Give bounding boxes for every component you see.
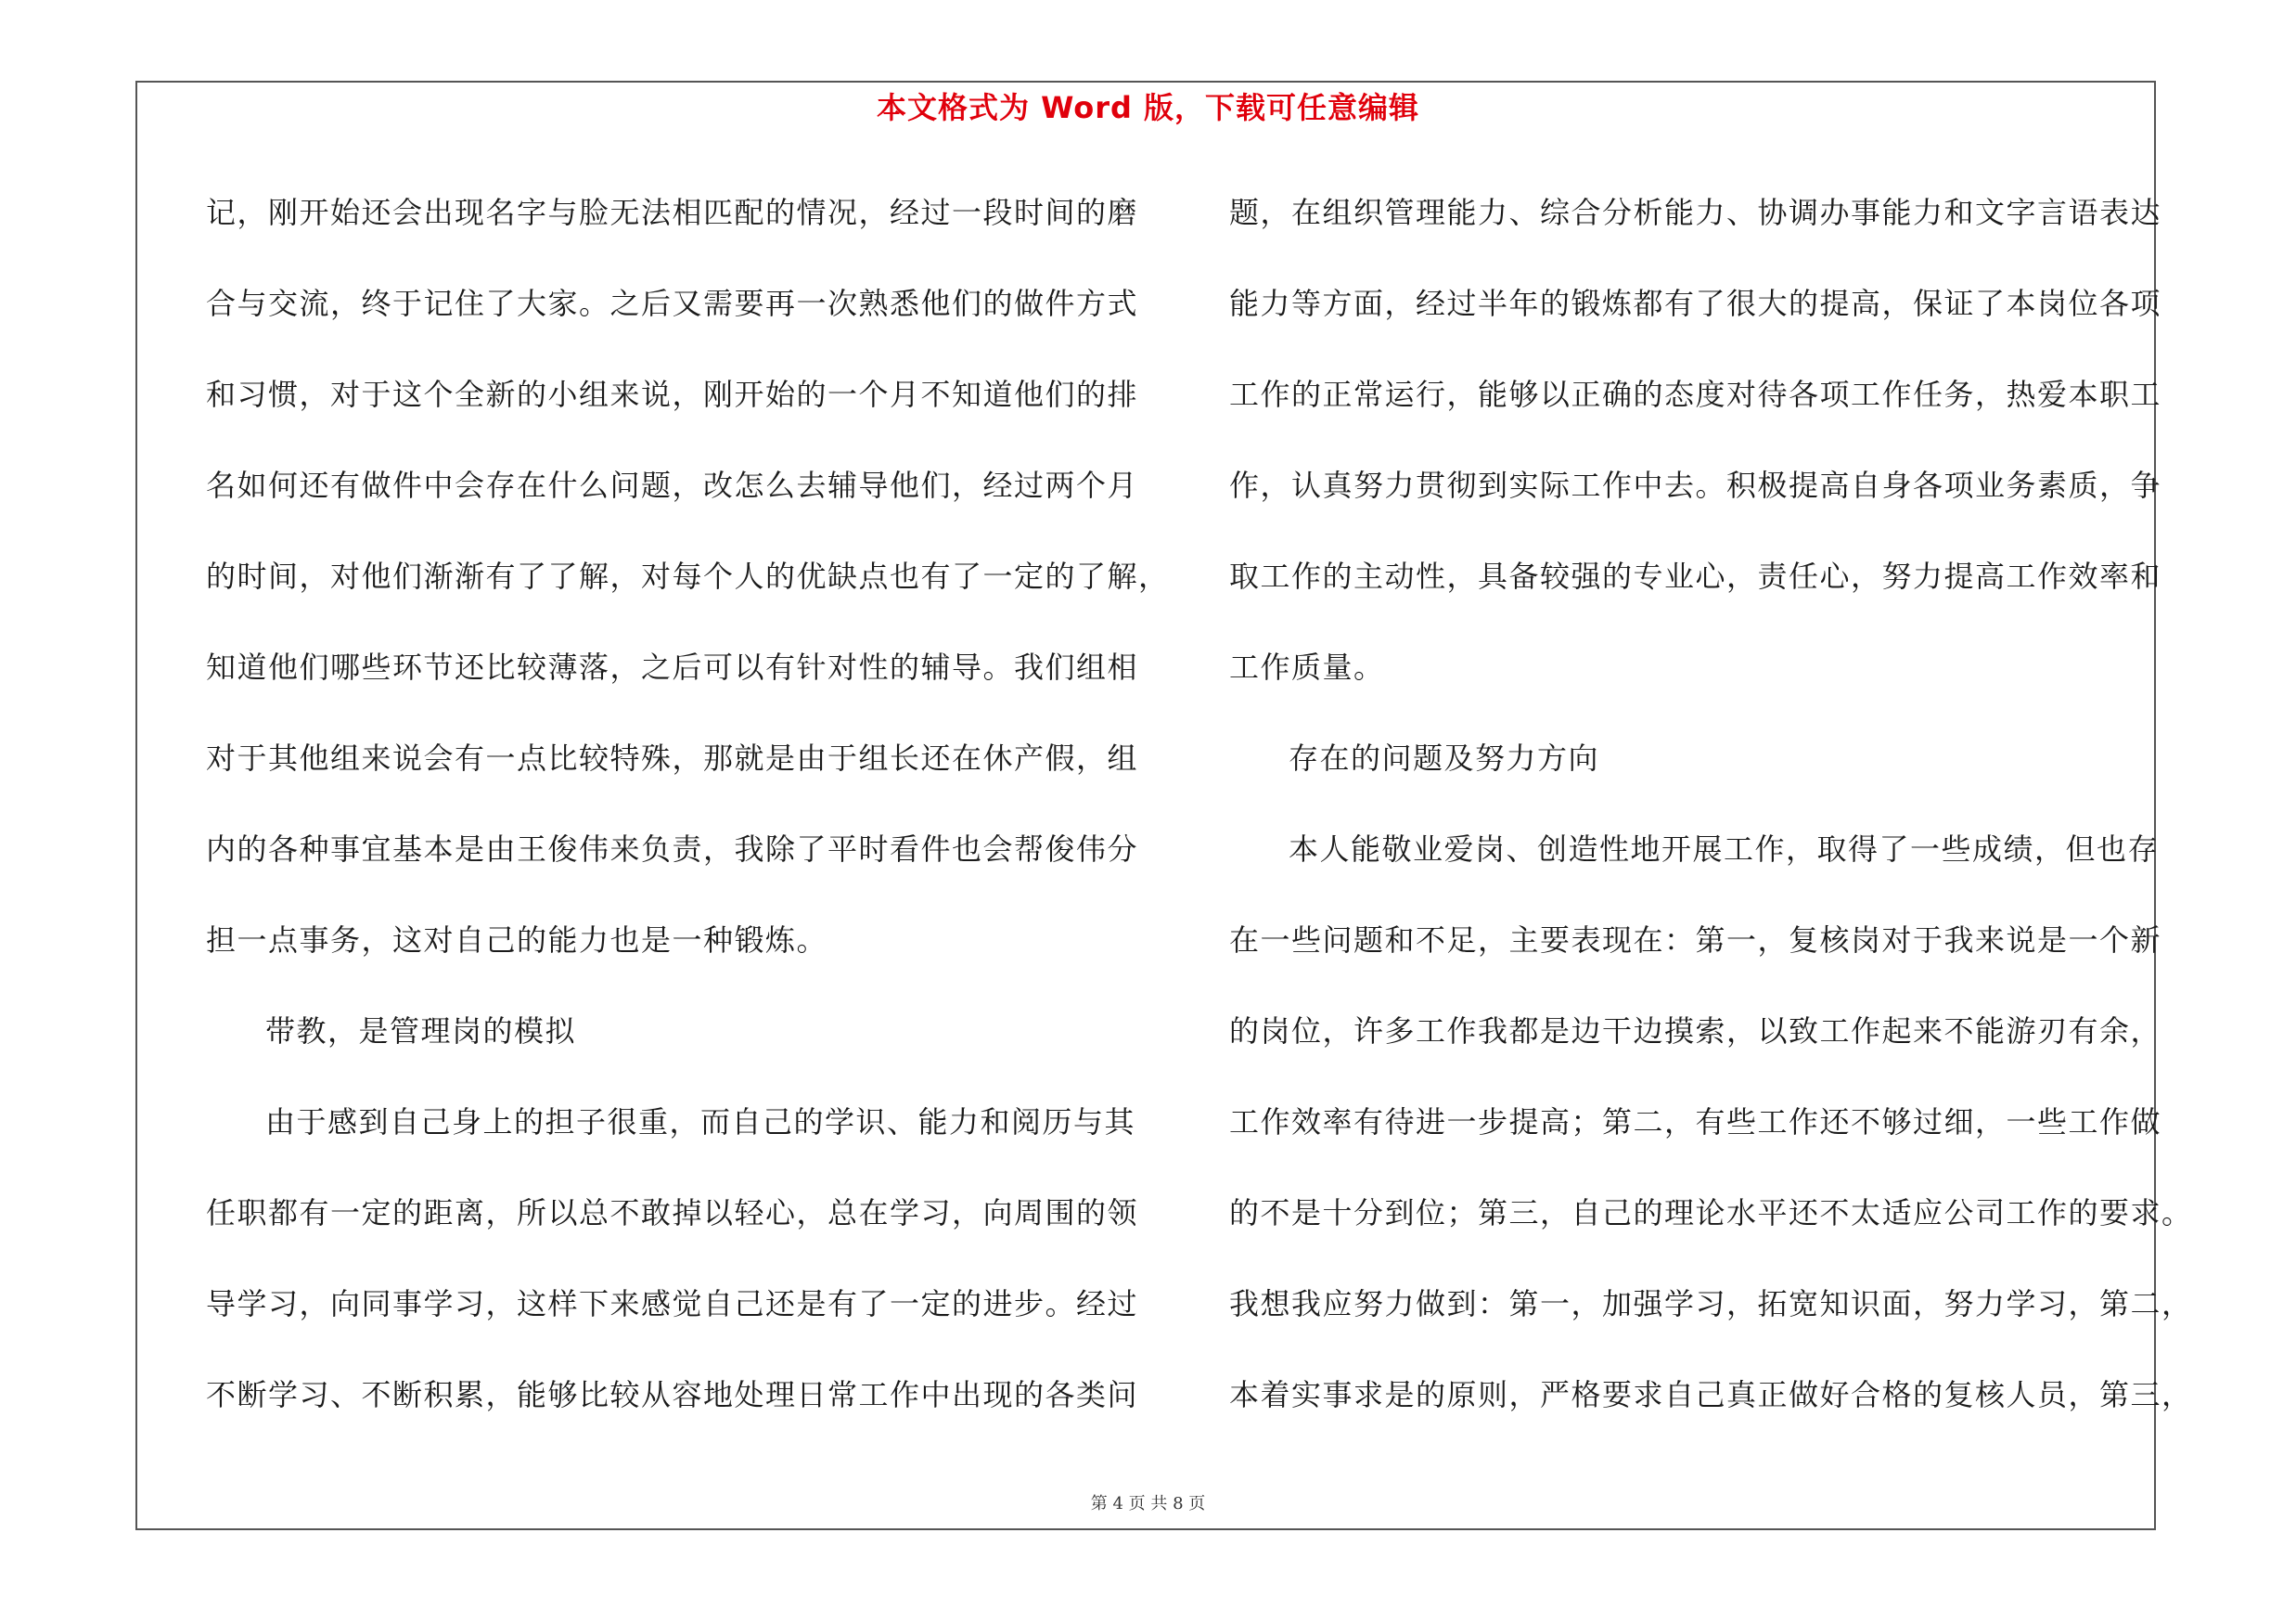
text-line: 的不是十分到位；第三，自己的理论水平还不太适应公司工作的要求。 xyxy=(1229,1195,2193,1230)
text-line: 知道他们哪些环节还比较薄落，之后可以有针对性的辅导。我们组相 xyxy=(206,650,1139,685)
text-line: 本着实事求是的原则，严格要求自己真正做好合格的复核人员，第三， xyxy=(1229,1377,2193,1412)
paragraph-start: 本人能敬业爱岗、创造性地开展工作，取得了一些成绩，但也存 xyxy=(1289,831,2160,867)
section-heading-issues: 存在的问题及努力方向 xyxy=(1289,741,1600,776)
text-line: 作，认真努力贯彻到实际工作中去。积极提高自身各项业务素质，争 xyxy=(1229,468,2162,503)
text-line: 能力等方面，经过半年的锻炼都有了很大的提高，保证了本岗位各项 xyxy=(1229,286,2162,321)
text-line: 记，刚开始还会出现名字与脸无法相匹配的情况，经过一段时间的磨 xyxy=(206,195,1139,230)
text-line: 工作的正常运行，能够以正确的态度对待各项工作任务，热爱本职工 xyxy=(1229,377,2162,412)
text-line: 工作质量。 xyxy=(1229,650,1385,685)
text-line: 导学习，向同事学习，这样下来感觉自己还是有了一定的进步。经过 xyxy=(206,1286,1139,1321)
word-format-banner: 本文格式为 Word 版，下载可任意编辑 xyxy=(876,90,1420,125)
paragraph-start: 由于感到自己身上的担子很重，而自己的学识、能力和阅历与其 xyxy=(265,1104,1136,1140)
text-line: 和习惯，对于这个全新的小组来说，刚开始的一个月不知道他们的排 xyxy=(206,377,1139,412)
text-line: 内的各种事宜基本是由王俊伟来负责，我除了平时看件也会帮俊伟分 xyxy=(206,831,1139,867)
text-line: 名如何还有做件中会存在什么问题，改怎么去辅导他们，经过两个月 xyxy=(206,468,1139,503)
text-line: 的时间，对他们渐渐有了了解，对每个人的优缺点也有了一定的了解， xyxy=(206,559,1170,594)
text-line: 对于其他组来说会有一点比较特殊，那就是由于组长还在休产假，组 xyxy=(206,741,1139,776)
text-line: 合与交流，终于记住了大家。之后又需要再一次熟悉他们的做件方式 xyxy=(206,286,1139,321)
left-text-column xyxy=(206,184,1170,1457)
text-line: 在一些问题和不足，主要表现在：第一，复核岗对于我来说是一个新 xyxy=(1229,922,2162,958)
page-number-footer: 第 4 页 共 8 页 xyxy=(1090,1494,1206,1514)
right-text-column xyxy=(1229,184,2193,1457)
text-line: 工作效率有待进一步提高；第二，有些工作还不够过细，一些工作做 xyxy=(1229,1104,2162,1140)
text-line: 题，在组织管理能力、综合分析能力、协调办事能力和文字言语表达 xyxy=(1229,195,2162,230)
text-line: 任职都有一定的距离，所以总不敢掉以轻心，总在学习，向周围的领 xyxy=(206,1195,1139,1230)
text-line: 取工作的主动性，具备较强的专业心，责任心，努力提高工作效率和 xyxy=(1229,559,2162,594)
text-line: 担一点事务，这对自己的能力也是一种锻炼。 xyxy=(206,922,828,958)
section-heading-mentoring: 带教，是管理岗的模拟 xyxy=(265,1013,577,1049)
text-line: 我想我应努力做到：第一，加强学习，拓宽知识面，努力学习，第二， xyxy=(1229,1286,2193,1321)
text-line: 不断学习、不断积累，能够比较从容地处理日常工作中出现的各类问 xyxy=(206,1377,1139,1412)
text-line: 的岗位，许多工作我都是边干边摸索，以致工作起来不能游刃有余， xyxy=(1229,1013,2162,1049)
